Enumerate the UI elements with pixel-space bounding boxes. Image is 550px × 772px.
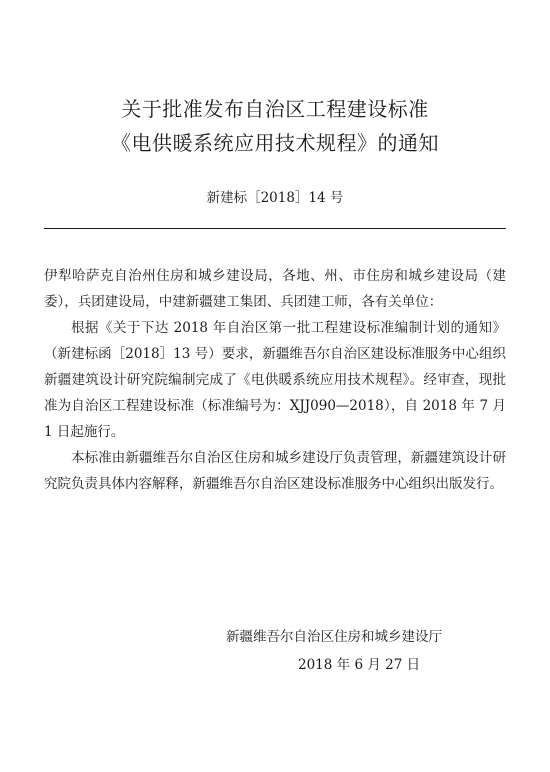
issue-date: 2018 年 6 月 27 日: [298, 657, 421, 673]
body-paragraph-1: 根据《关于下达 2018 年自治区第一批工程建设标准编制计划的通知》（新建标函［2018］13 号）要求，新疆维吾尔自治区建设标准服务中心组织新疆建筑设计研究院编制完成了《电供暖系统应用技术规程》。经审查，现批准为自治区工程建设标准（标准编号为：XJJ090—2018），自 2018 年 7 月 1 日起施行。: [44, 320, 506, 440]
notice-title: [0, 92, 550, 160]
signature-block: [226, 623, 496, 679]
title-line-2: 《电供暖系统应用技术规程》的通知: [111, 131, 439, 155]
document-number: 新建标［2018］14 号: [206, 190, 344, 206]
issuing-organization: 新疆维吾尔自治区住房和城乡建设厅: [226, 629, 442, 645]
notice-body: [44, 263, 506, 497]
addressee-paragraph: 伊犁哈萨克自治州住房和城乡建设局，各地、州、市住房和城乡建设局（建委），兵团建设局，中建新疆建工集团、兵团建工师，各有关单位：: [44, 268, 506, 310]
title-line-1: 关于批准发布自治区工程建设标准: [121, 97, 429, 121]
body-paragraph-2: 本标准由新疆维吾尔自治区住房和城乡建设厅负责管理，新疆建筑设计研究院负责具体内容解释，新疆维吾尔自治区建设标准服务中心组织出版发行。: [44, 450, 506, 492]
header-divider: [44, 228, 506, 229]
